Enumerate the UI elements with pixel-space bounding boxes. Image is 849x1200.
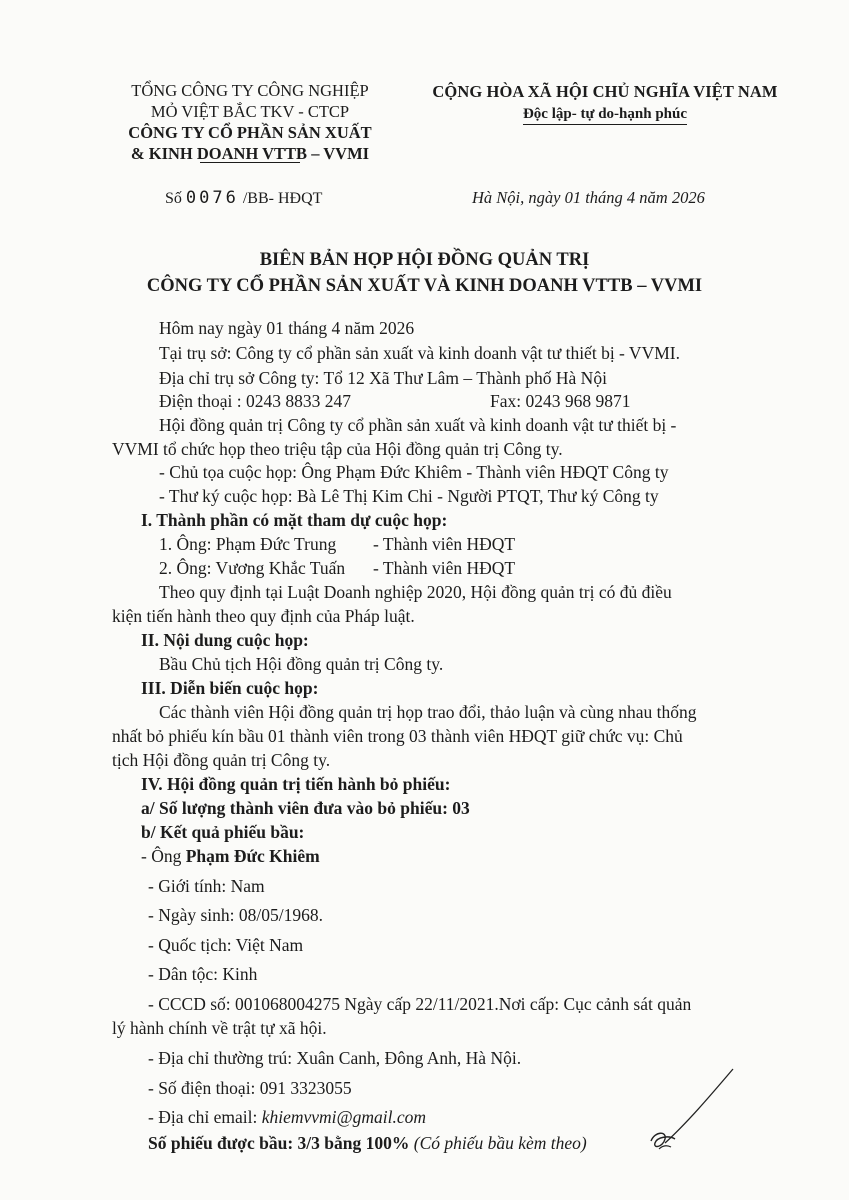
handwritten-signature — [645, 1065, 755, 1155]
section-4-heading: IV. Hội đồng quản trị tiến hành bỏ phiếu: — [141, 774, 451, 794]
issuer-underline — [200, 162, 300, 163]
vote-result — [148, 1133, 587, 1154]
meeting-date: Hôm nay ngày 01 tháng 4 năm 2026 — [159, 318, 415, 338]
document-title-line-2: CÔNG TY CỔ PHẦN SẢN XUẤT VÀ KINH DOANH VTTB – VVMI — [146, 276, 703, 296]
vote-result-note: (Có phiếu bầu kèm theo) — [413, 1133, 587, 1153]
intro-line-2: VVMI tổ chức họp theo triệu tập của Hội đồng quản trị Công ty. — [112, 439, 563, 459]
nation-title: CỘNG HÒA XÃ HỘI CHỦ NGHĨA VIỆT NAM — [432, 82, 778, 101]
vote-result-label: Số phiếu được bầu: 3/3 bằng 100% — [148, 1133, 410, 1153]
candidate-prefix: - Ông — [141, 846, 182, 866]
candidate-ethnicity: - Dân tộc: Kinh — [148, 964, 258, 984]
member-2-role: - Thành viên HĐQT — [373, 558, 516, 578]
candidate-gender: - Giới tính: Nam — [148, 876, 265, 896]
office-address: Địa chỉ trụ sở Công ty: Tổ 12 Xã Thư Lâm – Thành phố Hà Nội — [159, 368, 607, 388]
email-value: khiemvvmi@gmail.com — [261, 1107, 427, 1127]
candidate-name: Phạm Đức Khiêm — [185, 846, 320, 866]
section-1-heading: I. Thành phần có mặt tham dự cuộc họp: — [141, 510, 448, 530]
motto: Độc lập- tự do-hạnh phúc — [523, 106, 687, 125]
candidate-id-line-2: lý hành chính về trật tự xã hội. — [112, 1018, 327, 1038]
doc-prefix: Số — [165, 190, 182, 207]
candidate-residence: - Địa chỉ thường trú: Xuân Canh, Đông Anh, Hà Nội. — [148, 1048, 522, 1068]
candidate-dob: - Ngày sinh: 08/05/1968. — [148, 905, 323, 925]
company-name-line-2: & KINH DOANH VTTB – VVMI — [130, 144, 370, 163]
section-3-heading: III. Diễn biến cuộc họp: — [141, 678, 319, 698]
candidate — [141, 846, 320, 867]
office-phone: Điện thoại : 0243 8833 247 — [159, 391, 351, 411]
parent-company-line-1: TỔNG CÔNG TY CÔNG NGHIỆP — [131, 81, 369, 100]
doc-number-value: 0076 — [185, 188, 239, 208]
member-1-name: 1. Ông: Phạm Đức Trung — [159, 534, 337, 554]
office-fax: Fax: 0243 968 9871 — [490, 391, 631, 411]
candidate-email — [148, 1107, 426, 1128]
section-4-b: b/ Kết quả phiếu bầu: — [141, 822, 305, 842]
company-name-line-1: CÔNG TY CỔ PHẦN SẢN XUẤT — [128, 123, 372, 142]
meeting-chair: - Chủ tọa cuộc họp: Ông Phạm Đức Khiêm - Thành viên HĐQT Công ty — [159, 462, 669, 482]
intro-line-1: Hội đồng quản trị Công ty cổ phần sản xuất và kinh doanh vật tư thiết bị - — [159, 415, 677, 435]
doc-suffix: /BB- HĐQT — [242, 190, 323, 207]
section-2-text: Bầu Chủ tịch Hội đồng quản trị Công ty. — [159, 654, 444, 674]
member-2-name: 2. Ông: Vương Khắc Tuấn — [159, 558, 346, 578]
section-3-line-1: Các thành viên Hội đồng quản trị họp trao đổi, thảo luận và cùng nhau thống — [159, 702, 697, 722]
candidate-nationality: - Quốc tịch: Việt Nam — [148, 935, 304, 955]
member-1-role: - Thành viên HĐQT — [373, 534, 516, 554]
quorum-line-1: Theo quy định tại Luật Doanh nghiệp 2020, Hội đồng quản trị có đủ điều — [159, 582, 672, 602]
meeting-secretary: - Thư ký cuộc họp: Bà Lê Thị Kim Chi - Người PTQT, Thư ký Công ty — [159, 486, 659, 506]
place-date: Hà Nội, ngày 01 tháng 4 năm 2026 — [472, 188, 705, 207]
parent-company-line-2: MỎ VIỆT BẮC TKV - CTCP — [150, 102, 350, 121]
quorum-line-2: kiện tiến hành theo quy định của Pháp luật. — [112, 606, 415, 626]
candidate-id-line-1: - CCCD số: 001068004275 Ngày cấp 22/11/2021.Nơi cấp: Cục cảnh sát quản — [148, 994, 692, 1014]
meeting-office: Tại trụ sở: Công ty cổ phần sản xuất và kinh doanh vật tư thiết bị - VVMI. — [159, 343, 680, 363]
document-number — [165, 188, 322, 208]
email-label: - Địa chỉ email: — [148, 1107, 258, 1127]
section-3-line-3: tịch Hội đồng quản trị Công ty. — [112, 750, 331, 770]
section-4-a: a/ Số lượng thành viên đưa vào bỏ phiếu: 03 — [141, 798, 470, 818]
section-2-heading: II. Nội dung cuộc họp: — [141, 630, 309, 650]
section-3-line-2: nhất bỏ phiếu kín bầu 01 thành viên trong 03 thành viên HĐQT giữ chức vụ: Chủ — [112, 726, 683, 746]
document-title-line-1: BIÊN BẢN HỌP HỘI ĐỒNG QUẢN TRỊ — [259, 250, 590, 270]
national-header — [405, 82, 805, 125]
candidate-phone: - Số điện thoại: 091 3323055 — [148, 1078, 352, 1098]
issuer-block — [100, 80, 400, 164]
